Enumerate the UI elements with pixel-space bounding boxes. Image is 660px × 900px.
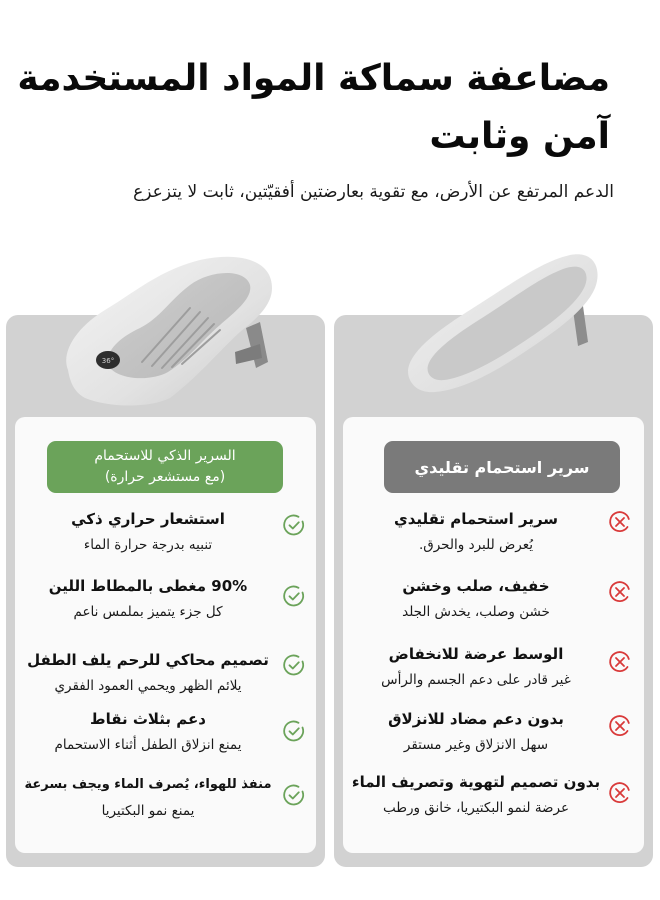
traditional-badge-label: سرير استحمام تقليدي <box>414 457 590 477</box>
check-circle-icon <box>282 653 306 677</box>
drawback-subtitle: سهل الانزلاق وغير مستقر <box>403 737 549 753</box>
drawback-text <box>349 771 603 819</box>
headline-line-1: مضاعفة سماكة المواد المستخدمة <box>17 58 610 99</box>
traditional-tub-image <box>390 240 620 410</box>
check-circle-icon <box>282 783 306 807</box>
feature-subtitle: كل جزء يتميز بملمس ناعم <box>73 604 223 620</box>
svg-text:36°: 36° <box>101 357 115 365</box>
smart-badge-line-2: (مع مستشعر حرارة) <box>104 469 226 485</box>
headline-line-2: آمن وثابت <box>429 116 610 157</box>
drawback-title: بدون تصميم لتهوية وتصريف الماء <box>351 773 601 791</box>
smart-tub-image <box>50 240 290 410</box>
traditional-drawback-item <box>343 771 644 831</box>
smart-badge-line-1: السرير الذكي للاستحمام <box>94 448 236 464</box>
headline <box>10 50 610 166</box>
traditional-drawback-item <box>343 643 644 703</box>
x-circle-icon <box>608 714 632 738</box>
x-circle-icon <box>608 781 632 805</box>
feature-text <box>21 774 275 822</box>
x-circle-icon <box>608 580 632 604</box>
smart-feature-item <box>15 708 316 768</box>
subheadline: الدعم المرتفع عن الأرض، مع تقوية بعارضتين أفقيّتين، ثابت لا يتزعزع <box>133 182 614 202</box>
feature-text <box>21 649 275 697</box>
drawback-subtitle: يُعرض للبرد والحرق. <box>418 537 534 553</box>
drawback-subtitle: عرضة لنمو البكتيريا، خانق ورطب <box>382 800 570 816</box>
traditional-tub-card <box>343 417 644 853</box>
smart-feature-item <box>15 649 316 709</box>
drawback-text <box>349 508 603 556</box>
drawback-subtitle: غير قادر على دعم الجسم والرأس <box>381 672 571 688</box>
feature-subtitle: يمنع انزلاق الطفل أثناء الاستحمام <box>54 737 242 753</box>
drawback-text <box>349 708 603 756</box>
feature-title: 90% مغطى بالمطاط اللين <box>48 577 248 595</box>
drawback-subtitle: خشن وصلب، يخدش الجلد <box>402 604 550 620</box>
feature-title: دعم بثلاث نقاط <box>89 710 206 728</box>
drawback-title: سرير استحمام تقليدي <box>393 510 559 528</box>
drawback-text <box>349 575 603 623</box>
check-circle-icon <box>282 584 306 608</box>
feature-subtitle: يلائم الظهر ويحمي العمود الفقري <box>54 678 242 694</box>
feature-subtitle: تنبيه بدرجة حرارة الماء <box>83 537 213 553</box>
x-circle-icon <box>608 510 632 534</box>
smart-feature-item <box>15 508 316 568</box>
feature-text <box>21 708 275 756</box>
feature-title: منفذ للهواء، يُصرف الماء ويجف بسرعة <box>24 777 272 792</box>
check-circle-icon <box>282 513 306 537</box>
drawback-title: خفيف، صلب وخشن <box>402 577 550 595</box>
feature-text <box>21 575 275 623</box>
traditional-tub-badge <box>384 441 620 493</box>
smart-tub-card <box>15 417 316 853</box>
feature-title: تصميم محاكي للرحم يلف الطفل <box>27 651 269 669</box>
feature-title: استشعار حراري ذكي <box>71 510 225 528</box>
check-circle-icon <box>282 719 306 743</box>
drawback-text <box>349 643 603 691</box>
drawback-title: بدون دعم مضاد للانزلاق <box>388 710 564 728</box>
traditional-drawback-item <box>343 508 644 568</box>
smart-tub-badge <box>47 441 283 493</box>
feature-text <box>21 508 275 556</box>
feature-subtitle: يمنع نمو البكتيريا <box>101 803 195 819</box>
traditional-drawback-item <box>343 575 644 635</box>
smart-feature-item <box>15 575 316 635</box>
x-circle-icon <box>608 650 632 674</box>
traditional-drawback-item <box>343 708 644 768</box>
drawback-title: الوسط عرضة للانخفاض <box>388 645 564 663</box>
smart-feature-item <box>15 774 316 834</box>
